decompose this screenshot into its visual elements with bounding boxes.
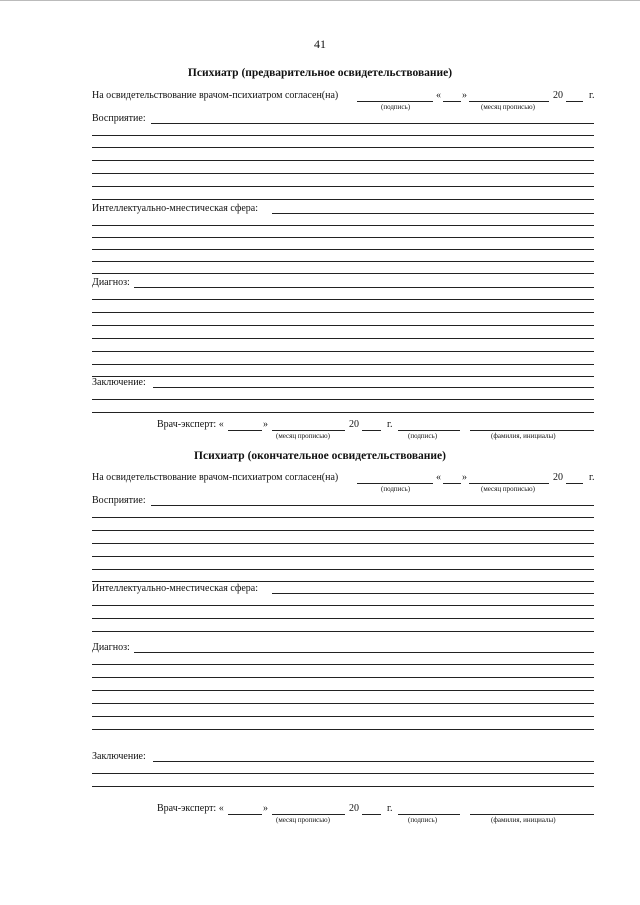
expert-caption-name: (фамилия, инициалы) [491,432,556,440]
conclusion-line[interactable] [153,387,594,388]
diagnosis-line[interactable] [92,677,594,678]
caption-month: (месяц прописью) [481,485,535,493]
diagnosis-line[interactable] [92,312,594,313]
diagnosis-line[interactable] [92,690,594,691]
consent-month-line[interactable] [469,101,549,102]
expert-year-prefix: 20 [349,803,359,814]
diagnosis-line[interactable] [92,364,594,365]
conclusion-line[interactable] [92,773,594,774]
field-label-intellect: Интеллектуально-мнестическая сфера: [92,203,259,214]
perception-line[interactable] [92,530,594,531]
diagnosis-line[interactable] [92,729,594,730]
field-label-diagnosis: Диагноз: [92,277,130,288]
perception-line[interactable] [92,556,594,557]
page-number: 41 [314,37,326,51]
diagnosis-line[interactable] [134,287,594,288]
perception-line[interactable] [92,135,594,136]
expert-year-line[interactable] [362,814,381,815]
expert-year-suffix: г. [387,419,393,430]
diagnosis-line[interactable] [92,299,594,300]
page-top-edge [0,0,640,1]
intellect-line[interactable] [92,605,594,606]
field-label-perception: Восприятие: [92,113,146,124]
expert-year-line[interactable] [362,430,381,431]
expert-caption-month: (месяц прописью) [276,432,330,440]
expert-day-line[interactable] [228,814,262,815]
perception-line[interactable] [92,517,594,518]
intellect-line[interactable] [92,631,594,632]
consent-label: На освидетельствование врачом-психиатром согласен(на) [92,472,339,483]
diagnosis-line[interactable] [92,325,594,326]
conclusion-line[interactable] [92,399,594,400]
conclusion-line[interactable] [92,412,594,413]
consent-day-line[interactable] [443,101,461,102]
intellect-line[interactable] [92,225,594,226]
intellect-line[interactable] [92,249,594,250]
intellect-line[interactable] [272,593,594,594]
field-label-conclusion: Заключение: [92,377,146,388]
expert-day-line[interactable] [228,430,262,431]
intellect-line[interactable] [92,618,594,619]
consent-day-line[interactable] [443,483,461,484]
perception-line[interactable] [92,186,594,187]
diagnosis-line[interactable] [92,664,594,665]
perception-line[interactable] [151,123,594,124]
diagnosis-line[interactable] [92,716,594,717]
consent-year-suffix: г. [589,90,595,101]
intellect-line[interactable] [92,273,594,274]
perception-line[interactable] [92,173,594,174]
caption-month: (месяц прописью) [481,103,535,111]
expert-label: Врач-эксперт: « [157,803,224,814]
expert-year-prefix: 20 [349,419,359,430]
field-label-perception: Восприятие: [92,495,146,506]
perception-line[interactable] [151,505,594,506]
expert-caption-name: (фамилия, инициалы) [491,816,556,824]
expert-year-suffix: г. [387,803,393,814]
expert-signature-line[interactable] [398,430,460,431]
diagnosis-line[interactable] [92,338,594,339]
diagnosis-line[interactable] [92,703,594,704]
expert-quote-close: » [263,419,268,430]
expert-caption-month: (месяц прописью) [276,816,330,824]
perception-line[interactable] [92,199,594,200]
expert-quote-close: » [263,803,268,814]
expert-month-line[interactable] [272,430,345,431]
section-title-preliminary: Психиатр (предварительное освидетельствование) [187,67,453,79]
consent-year-prefix: 20 [553,472,563,483]
perception-line[interactable] [92,581,594,582]
perception-line[interactable] [92,543,594,544]
expert-caption-signature: (подпись) [408,816,438,824]
diagnosis-line[interactable] [92,376,594,377]
consent-year-suffix: г. [589,472,595,483]
diagnosis-line[interactable] [92,351,594,352]
consent-signature-line[interactable] [357,101,433,102]
field-label-intellect: Интеллектуально-мнестическая сфера: [92,583,259,594]
intellect-line[interactable] [92,237,594,238]
expert-label: Врач-эксперт: « [157,419,224,430]
expert-signature-line[interactable] [398,814,460,815]
consent-quote-open: « [436,90,441,101]
expert-name-line[interactable] [470,814,594,815]
diagnosis-line[interactable] [134,652,594,653]
perception-line[interactable] [92,160,594,161]
consent-month-line[interactable] [469,483,549,484]
caption-signature: (подпись) [381,103,411,111]
expert-name-line[interactable] [470,430,594,431]
consent-year-prefix: 20 [553,90,563,101]
perception-line[interactable] [92,147,594,148]
consent-year-line[interactable] [566,483,583,484]
consent-signature-line[interactable] [357,483,433,484]
consent-label: На освидетельствование врачом-психиатром согласен(на) [92,90,339,101]
consent-quote-open: « [436,472,441,483]
field-label-conclusion: Заключение: [92,751,146,762]
consent-quote-close: » [462,472,467,483]
section-title-final: Психиатр (окончательное освидетельствование) [194,450,446,462]
perception-line[interactable] [92,569,594,570]
expert-caption-signature: (подпись) [408,432,438,440]
consent-year-line[interactable] [566,101,583,102]
conclusion-line[interactable] [92,786,594,787]
caption-signature: (подпись) [381,485,411,493]
intellect-line[interactable] [272,213,594,214]
consent-quote-close: » [462,90,467,101]
field-label-diagnosis: Диагноз: [92,642,130,653]
intellect-line[interactable] [92,261,594,262]
expert-month-line[interactable] [272,814,345,815]
conclusion-line[interactable] [153,761,594,762]
